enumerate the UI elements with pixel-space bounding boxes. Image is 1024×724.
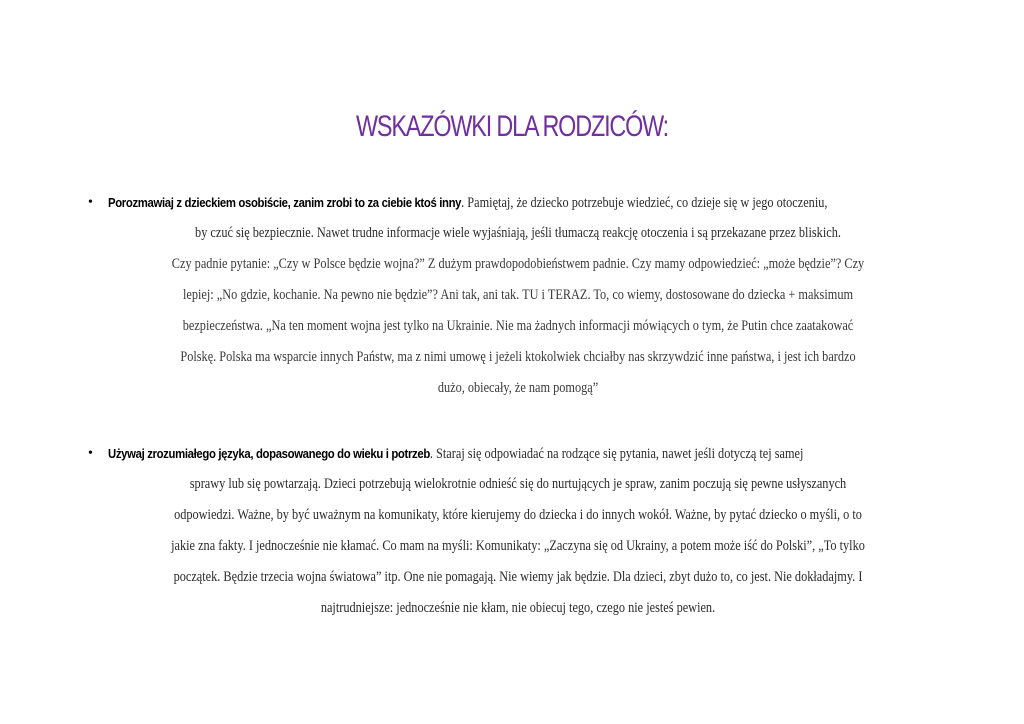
paragraph-text: sprawy lub się powtarzają. Dzieci potrzebują wielokrotnie odnieść się do nurtujących je spraw, zanim poczują się pewne usłyszanych: [189, 476, 847, 492]
paragraph-text: odpowiedzi. Ważne, by być uważnym na komunikaty, które kierujemy do dziecka i do innych wokół. Ważne, by pytać dziecko o myśli, o to: [174, 507, 862, 523]
paragraph-line: [88, 469, 948, 500]
paragraph-text: by czuć się bezpiecznie. Nawet trudne informacje wiele wyjaśniają, jeśli tłumaczą reakcję otoczenia i są przekazane przez bliskich.: [195, 225, 841, 241]
paragraph-line: [88, 342, 948, 373]
paragraph-text: bezpieczeństwa. „Na ten moment wojna jest tylko na Ukrainie. Nie ma żadnych informacji mówiących o tym, że Putin chce zaatakować: [182, 318, 854, 334]
paragraph-line: [88, 593, 948, 624]
bullet-item-2: [88, 438, 948, 624]
paragraph-text: początek. Będzie trzecia wojna światowa” itp. One nie pomagają. Nie wiemy jak będzie. Dla dzieci, zbyt dużo to, co jest. Nie dokładajmy. I: [173, 569, 863, 585]
paragraph-text: najtrudniejsze: jednocześnie nie kłam, nie obiecuj tego, czego nie jesteś pewien.: [320, 600, 716, 616]
paragraph-line: [88, 311, 948, 342]
paragraph-line: [88, 373, 948, 404]
paragraph-line: [88, 249, 948, 280]
bullet-item-1: [88, 187, 948, 404]
paragraph-text: Czy padnie pytanie: „Czy w Polsce będzie wojna?” Z dużym prawdopodobieństwem padnie. Czy mamy odpowiedzieć: „może będzie”? Czy: [171, 256, 865, 272]
paragraph-line: [88, 562, 948, 593]
bullet-icon: •: [88, 446, 93, 461]
paragraph-line: [88, 500, 948, 531]
paragraph-text: . Staraj się odpowiadać na rodzące się pytania, nawet jeśli dotyczą tej samej: [429, 446, 804, 462]
paragraph-text: dużo, obiecały, że nam pomogą”: [437, 380, 599, 396]
bullet-icon: •: [88, 195, 93, 210]
page-title: WSKAZÓWKI DLA RODZICÓW:: [356, 110, 668, 143]
paragraph-text: Polskę. Polska ma wsparcie innych Państw, ma z nimi umowę i jeżeli ktokolwiek chciałby nas skrzywdzić inne państwa, i jest ich bardzo: [180, 349, 856, 365]
paragraph-line: [88, 187, 948, 218]
paragraph-line: [88, 438, 948, 469]
paragraph-text: jakie zna fakty. I jednocześnie nie kłamać. Co mam na myśli: Komunikaty: „Zaczyna się od Ukrainy, a potem może iść do Polski”, „To tylko: [171, 538, 865, 554]
paragraph-line: [88, 531, 948, 562]
paragraph-line: [88, 280, 948, 311]
paragraph-line: [88, 218, 948, 249]
bold-lead-text: Porozmawiaj z dzieckiem osobiście, zanim zrobi to za ciebie ktoś inny: [108, 195, 462, 210]
bold-lead-text: Używaj zrozumiałego języka, dopasowanego do wieku i potrzeb: [108, 446, 430, 461]
paragraph-text: . Pamiętaj, że dziecko potrzebuje wiedzieć, co dzieje się w jego otoczeniu,: [461, 195, 828, 211]
paragraph-text: lepiej: „No gdzie, kochanie. Na pewno nie będzie”? Ani tak, ani tak. TU i TERAZ. To, co wiemy, dostosowane do dziecka + maksimum: [182, 287, 854, 303]
